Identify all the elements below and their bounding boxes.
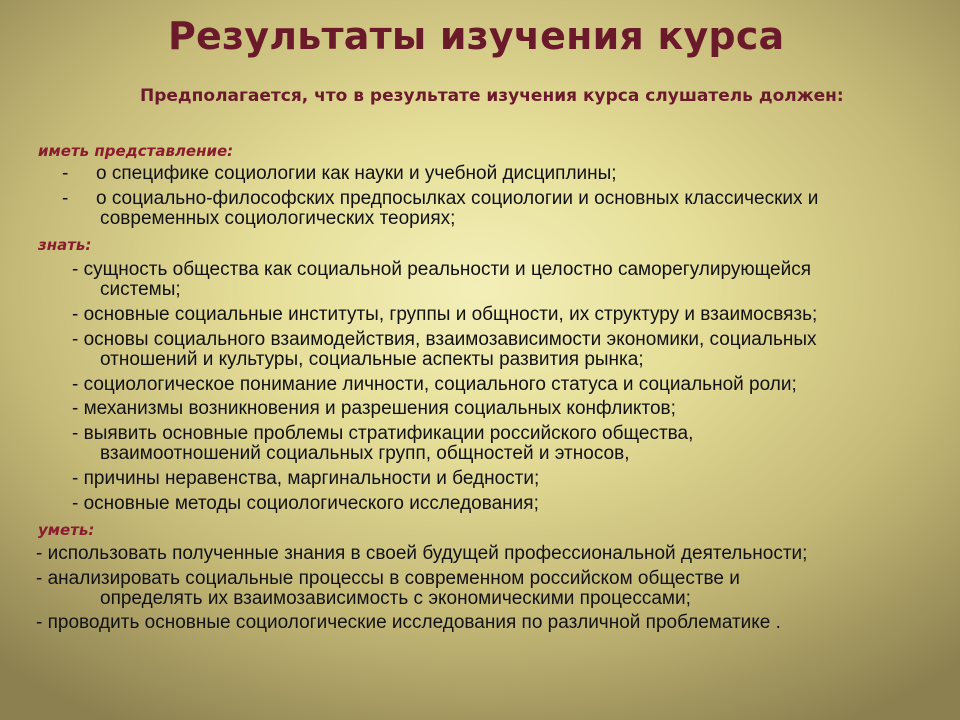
section-heading-know: знать: — [38, 236, 92, 254]
section-heading-represent: иметь представление: — [38, 142, 234, 160]
list-item: - проводить основные социологические исследования по различной проблематике . — [36, 612, 781, 633]
list-item — [72, 423, 694, 464]
section-heading-able: уметь: — [38, 521, 95, 539]
list-item-text: о социально-философских предпосылках социологии и основных классических и — [96, 188, 819, 209]
list-item-dash: - — [62, 188, 69, 209]
list-item-text-continued: отношений и культуры, социальные аспекты развития рынка; — [100, 349, 644, 370]
slide-title: Результаты изучения курса — [168, 14, 785, 58]
list-item-text: о специфике социологии как науки и учебной дисциплины; — [96, 163, 617, 184]
list-item-text-continued: современных социологических теориях; — [100, 208, 456, 229]
list-item: - использовать полученные знания в своей будущей профессиональной деятельности; — [36, 543, 808, 564]
list-item — [72, 329, 817, 370]
list-item-text-continued: определять их взаимозависимость с экономическими процессами; — [100, 588, 691, 609]
list-item-text-continued: системы; — [100, 279, 181, 300]
list-item-text: - сущность общества как социальной реальности и целостно саморегулирующейся — [72, 259, 811, 280]
list-item — [36, 568, 740, 609]
list-item: - основные социальные институты, группы и общности, их структуру и взаимосвязь; — [72, 304, 818, 325]
list-item: - основные методы социологического исследования; — [72, 493, 539, 514]
list-item-text: - основы социального взаимодействия, взаимозависимости экономики, социальных — [72, 329, 817, 350]
slide-subtitle: Предполагается, что в результате изучения курса слушатель должен: — [140, 86, 844, 106]
list-item-text-continued: взаимоотношений социальных групп, общностей и этносов, — [100, 443, 630, 464]
list-item — [72, 259, 811, 300]
list-item: - причины неравенства, маргинальности и бедности; — [72, 468, 540, 489]
list-item: - социологическое понимание личности, социального статуса и социальной роли; — [72, 374, 797, 395]
list-item-text: - выявить основные проблемы стратификации российского общества, — [72, 423, 694, 444]
list-item-dash: - — [62, 163, 69, 184]
list-item: - механизмы возникновения и разрешения социальных конфликтов; — [72, 398, 676, 419]
list-item-text: - анализировать социальные процессы в современном российском обществе и — [36, 568, 740, 589]
